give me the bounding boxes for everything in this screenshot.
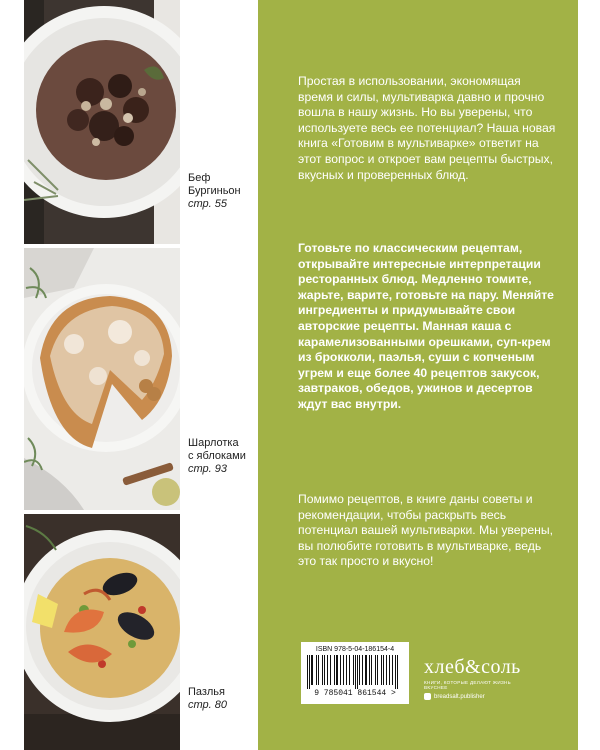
barcode-bar <box>307 655 308 689</box>
barcode-bar <box>324 655 325 685</box>
barcode-bar <box>365 655 367 685</box>
publisher-social-handle: breadsalt.publisher <box>434 693 485 700</box>
barcode-bar <box>386 655 387 685</box>
dish-name: с яблоками <box>188 450 246 462</box>
barcode-bar <box>359 655 360 685</box>
publisher-name: хлеб&соль <box>424 656 521 678</box>
publisher-social <box>424 693 534 700</box>
barcode-bar <box>389 655 390 685</box>
barcode-bar <box>395 655 396 689</box>
barcode-bar <box>377 655 378 685</box>
dish-name: Бургиньон <box>188 185 241 197</box>
barcode-bar <box>381 655 382 685</box>
publisher-tagline: КНИГИ, КОТОРЫЕ ДЕЛАЮТ ЖИЗНЬ ВКУСНЕЕ <box>424 680 511 690</box>
photo-paella <box>24 514 180 750</box>
barcode <box>301 642 409 704</box>
barcode-bar <box>383 655 384 685</box>
isbn-text: ISBN 978-5-04-186154-4 <box>315 646 395 653</box>
caption-apple-charlotte <box>188 437 246 476</box>
barcode-bar <box>346 655 347 685</box>
barcode-bar <box>349 655 350 685</box>
bold-paragraph: Готовьте по классическим рецептам, открывайте интересные интерпретации ресторанных блюд. Медленно томите, жарьте, варите, готовьте на пару. Меняйте ингредиенты и придумывайте свои авторские рецепты. Манная каша с карамелизованными орешками, суп-крем из брокколи, паэлья, суши с копченым угрем и еще более 40 рецептов закусок, завтраков, обедов, ужинов и десертов ждут вас внутри. <box>298 241 554 411</box>
barcode-bar <box>311 655 313 685</box>
barcode-bar <box>362 655 363 685</box>
barcode-bar <box>327 655 328 685</box>
dish-page: стр. 93 <box>188 463 228 475</box>
barcode-bar <box>353 655 354 685</box>
barcode-bar <box>316 655 317 685</box>
barcode-bar <box>343 655 344 685</box>
barcode-bar <box>322 655 323 685</box>
dish-name: Шарлотка <box>188 437 239 449</box>
social-icon <box>424 693 431 700</box>
caption-beef-bourguignon <box>188 172 241 211</box>
barcode-number: 9 785041 861544 > <box>314 689 396 698</box>
dish-page: стр. 55 <box>188 198 228 210</box>
publisher-logo <box>424 656 534 700</box>
barcode-bar <box>336 655 338 685</box>
barcode-bar <box>334 655 335 685</box>
barcode-bars <box>305 655 405 689</box>
barcode-bar <box>357 655 358 689</box>
photo-apple-charlotte <box>24 248 180 510</box>
dish-name: Беф <box>188 172 211 184</box>
barcode-bar <box>369 655 370 685</box>
dish-page: стр. 80 <box>188 699 228 711</box>
barcode-bar <box>371 655 372 685</box>
barcode-bar <box>330 655 331 685</box>
barcode-bar <box>397 655 398 689</box>
intro-paragraph: Простая в использовании, экономящая время и силы, мультиварка давно и прочно вошла в нашу жизнь. Но вы уверены, что используете весь ее потенциал? Наша новая книга «Готовим в мультиварке» ответит на этот вопрос и откроет вам рецепты быстрых, вкусных и проверенных блюд. <box>298 74 556 182</box>
outro-paragraph: Помимо рецептов, в книге даны советы и рекомендации, чтобы раскрыть весь потенциал вашей мультиварки. Мы уверены, вы полюбите готовить в мультиварке, ведь это так просто и вкусно! <box>298 492 553 569</box>
photo-beef-bourguignon <box>24 0 180 244</box>
dish-name: Пазлья <box>188 686 225 698</box>
barcode-bar <box>309 655 310 689</box>
caption-paella <box>188 686 227 712</box>
barcode-bar <box>355 655 356 689</box>
barcode-bar <box>318 655 319 685</box>
barcode-bar <box>392 655 393 685</box>
barcode-bar <box>375 655 376 685</box>
barcode-bar <box>340 655 341 685</box>
